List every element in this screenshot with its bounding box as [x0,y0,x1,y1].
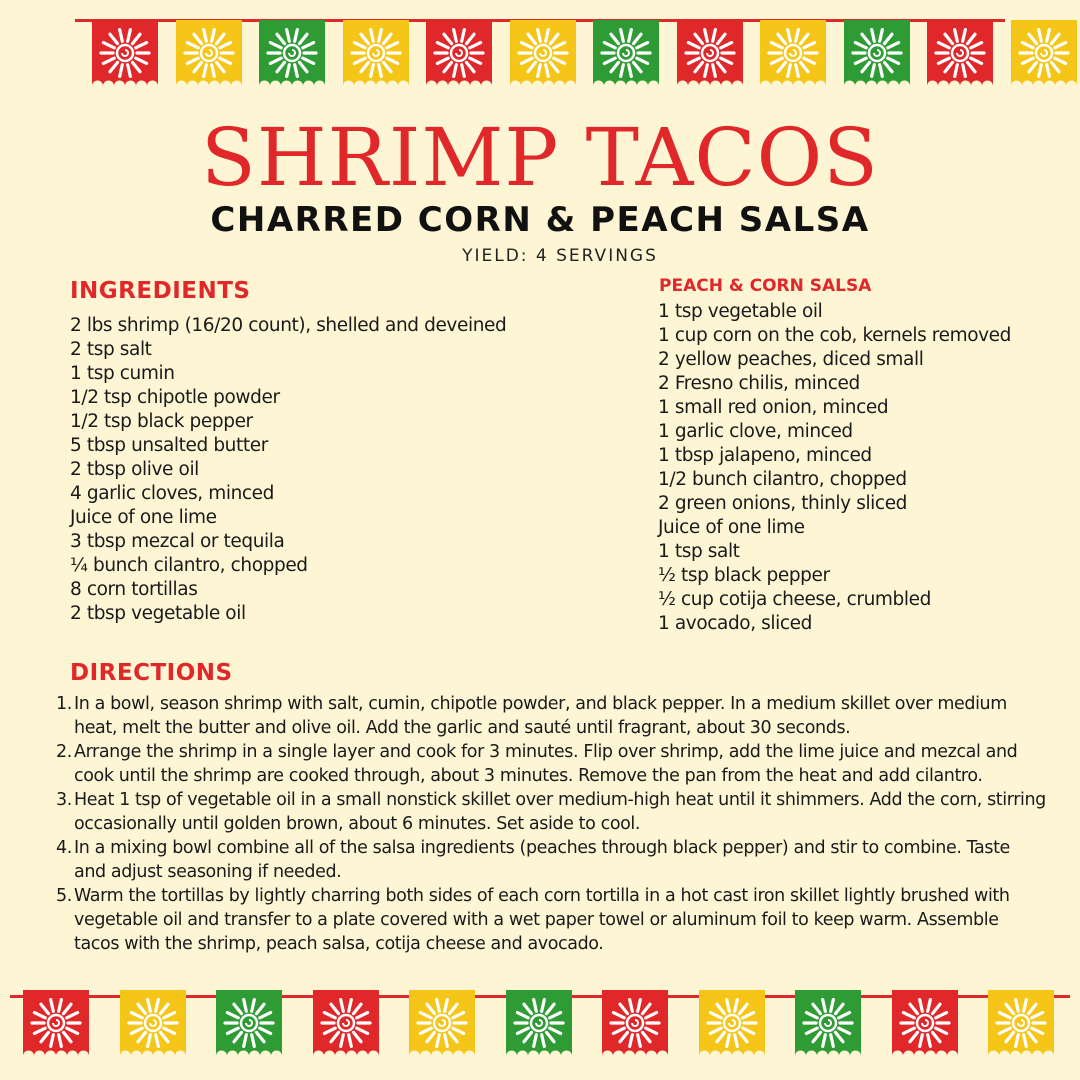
papel-picado-flag-icon [593,20,659,86]
recipe-yield: YIELD: 4 SERVINGS [462,246,658,266]
papel-picado-flag-icon [1011,20,1077,86]
papel-picado-flag-icon [506,990,572,1056]
papel-picado-flag-icon [426,20,492,86]
ingredient-item: 2 tbsp olive oil [70,459,199,480]
step-number: 1. [56,694,72,714]
papel-picado-flag-icon [699,990,765,1056]
salsa-item: ½ cup cotija cheese, crumbled [658,589,931,610]
ingredient-item: ¼ bunch cilantro, chopped [70,555,308,576]
salsa-item: 1 avocado, sliced [658,613,813,634]
direction-step [56,788,1046,836]
papel-picado-flag-icon [23,990,89,1056]
step-text: Warm the tortillas by lightly charring both sides of each corn tortilla in a hot cast iron skillet lightly brushed with vegetable oil and transfer to a plate covered with a wet paper towel or aluminum foil to keep warm. Assemble tacos with the shrimp, peach salsa, cotija cheese and avocado. [74,886,1010,954]
papel-picado-flag-icon [927,20,993,86]
step-text: In a bowl, season shrimp with salt, cumin, chipotle powder, and black pepper. In a medium skillet over medium heat, melt the butter and olive oil. Add the garlic and sauté until fragrant, about 30 seconds. [74,694,1007,738]
papel-picado-flag-icon [760,20,826,86]
papel-picado-flag-icon [92,20,158,86]
papel-picado-flag-icon [988,990,1054,1056]
step-text: Arrange the shrimp in a single layer and cook for 3 minutes. Flip over shrimp, add the lime juice and mezcal and cook until the shrimp are cooked through, about 3 minutes. Remove the pan from the heat and add cilantro. [74,742,1018,786]
recipe-title: SHRIMP TACOS [201,111,879,204]
directions-heading: DIRECTIONS [70,660,233,686]
salsa-item: 1/2 bunch cilantro, chopped [658,469,907,490]
papel-picado-flag-icon [313,990,379,1056]
salsa-item: 1 tsp vegetable oil [658,301,823,322]
salsa-item: 1 cup corn on the cob, kernels removed [658,325,1011,346]
salsa-item: 2 Fresno chilis, minced [658,373,860,394]
papel-picado-flag-icon [844,20,910,86]
direction-step [56,836,1046,884]
papel-picado-flag-icon [510,20,576,86]
ingredients-list [70,314,506,626]
salsa-item: 1 tsp salt [658,541,740,562]
papel-picado-flag-icon [216,990,282,1056]
recipe-subtitle: CHARRED CORN & PEACH SALSA [210,200,870,240]
step-text: In a mixing bowl combine all of the salsa ingredients (peaches through black pepper) and stir to combine. Taste and adjust seasoning if needed. [74,838,1010,882]
salsa-item: 2 yellow peaches, diced small [658,349,924,370]
papel-picado-flag-icon [677,20,743,86]
ingredient-item: 2 lbs shrimp (16/20 count), shelled and deveined [70,315,507,336]
papel-picado-flag-icon [602,990,668,1056]
ingredient-item: Juice of one lime [70,507,217,528]
salsa-item: 1 garlic clove, minced [658,421,853,442]
ingredient-item: 1/2 tsp chipotle powder [70,387,280,408]
direction-step [56,740,1046,788]
directions-list [56,692,1046,956]
ingredient-item: 2 tsp salt [70,339,152,360]
salsa-item: 1 small red onion, minced [658,397,889,418]
papel-picado-flag-icon [120,990,186,1056]
ingredient-item: 4 garlic cloves, minced [70,483,275,504]
ingredients-heading: INGREDIENTS [70,278,251,304]
direction-step [56,884,1046,956]
direction-step [56,692,1046,740]
ingredient-item: 8 corn tortillas [70,579,198,600]
ingredient-item: 3 tbsp mezcal or tequila [70,531,285,552]
salsa-item: ½ tsp black pepper [658,565,830,586]
step-number: 5. [56,886,72,906]
salsa-item: 2 green onions, thinly sliced [658,493,908,514]
papel-picado-flag-icon [343,20,409,86]
salsa-item: 1 tbsp jalapeno, minced [658,445,872,466]
papel-picado-flag-icon [259,20,325,86]
step-text: Heat 1 tsp of vegetable oil in a small nonstick skillet over medium-high heat until it shimmers. Add the corn, stirring occasionally until golden brown, about 6 minutes. Set aside to cool. [74,790,1046,834]
papel-picado-flag-icon [409,990,475,1056]
salsa-ingredients-list [658,300,1011,636]
salsa-item: Juice of one lime [658,517,805,538]
ingredient-item: 1/2 tsp black pepper [70,411,253,432]
papel-picado-flag-icon [176,20,242,86]
bottom-banner [0,985,1080,1075]
salsa-heading: PEACH & CORN SALSA [659,276,872,296]
ingredient-item: 5 tbsp unsalted butter [70,435,268,456]
step-number: 2. [56,742,72,762]
papel-picado-flag-icon [892,990,958,1056]
papel-picado-flag-icon [795,990,861,1056]
step-number: 4. [56,838,72,858]
ingredient-item: 1 tsp cumin [70,363,175,384]
top-banner [0,0,1080,90]
step-number: 3. [56,790,72,810]
ingredient-item: 2 tbsp vegetable oil [70,603,246,624]
